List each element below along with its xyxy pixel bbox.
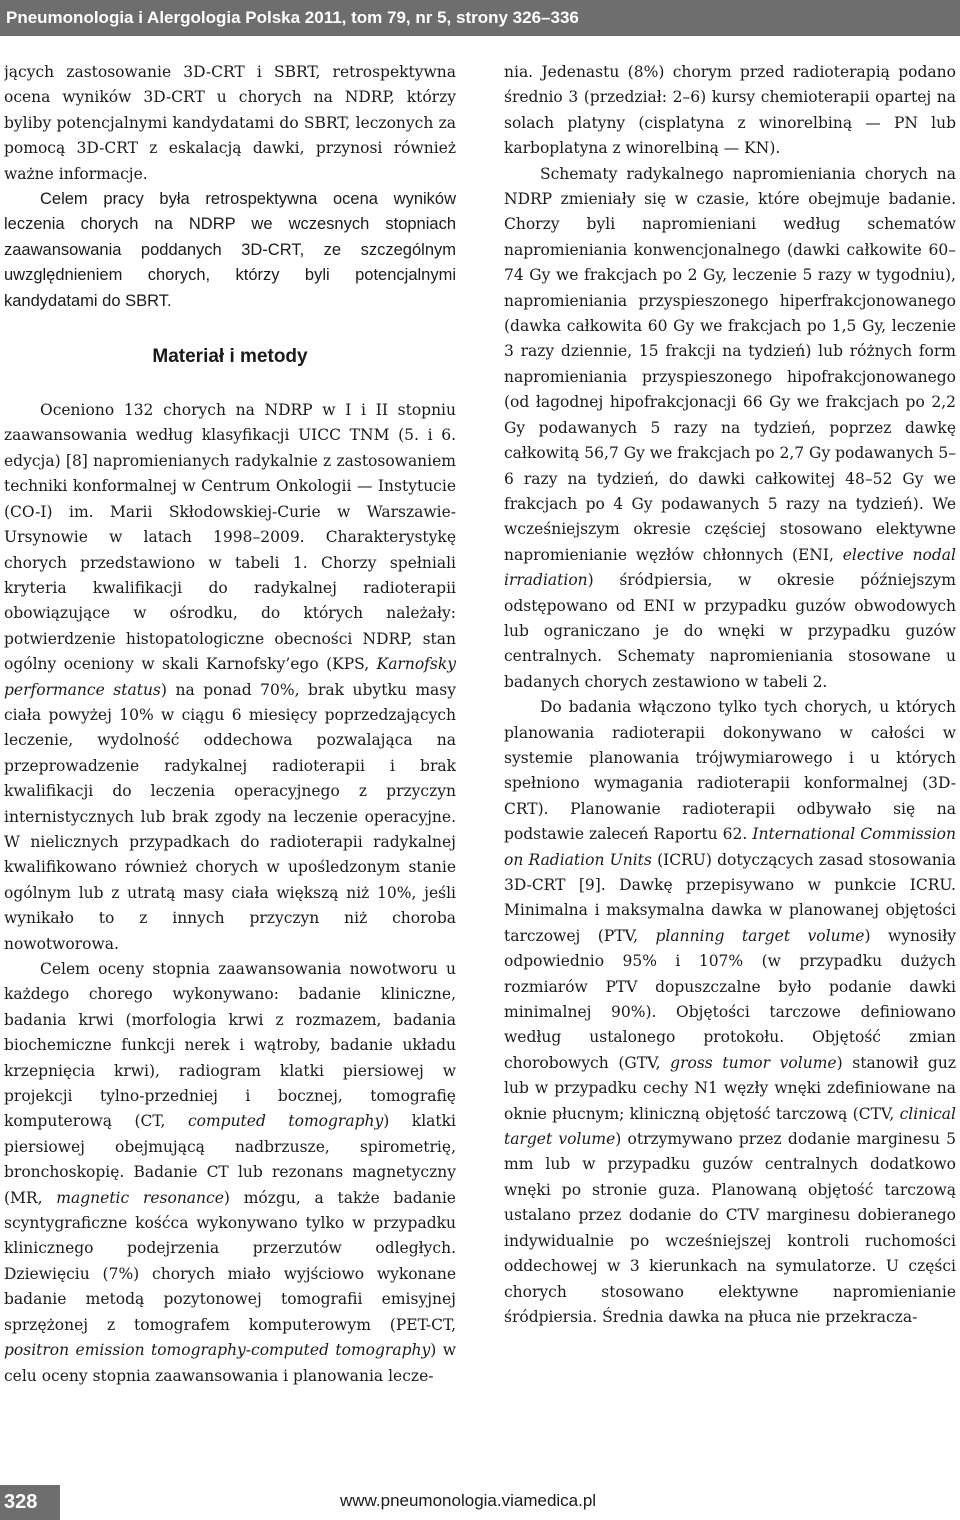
italic-term: Karnofsky performance status [4,655,456,699]
paragraph-text: ) śródpiersia, w okresie późniejszym odstępowano od ENI w przypadku guzów obwodowych lub ograniczano je do wnęki w przypadku guzów centralnych. Schematy napromieniania stosowane u badanych chorych zestawiono w tabeli 2. [504,571,956,691]
paragraph-text: Celem pracy była retrospektywna ocena wyników leczenia chorych na NDRP we wczesnych stopniach zaawansowania poddanych 3D-CRT, ze szczególnym uwzględnieniem chorych, którzy byli potencjalnymi kandydatami do SBRT. [4,190,456,310]
paragraph-text: nia. Jedenastu (8%) chorym przed radioterapią podano średnio 3 (przedział: 2–6) kursy chemioterapii opartej na solach platyny (cisplatyna z winorelbiną — PN lub karboplatyna z winorelbiną — KN). [504,63,956,158]
paragraph [4,957,456,1389]
paragraph-text: ) w celu oceny stopnia zaawansowania i planowania lecze- [4,1341,456,1385]
paragraph [504,695,956,1330]
journal-header [0,0,960,36]
italic-term: gross tumor volume [670,1053,837,1072]
page-number: 328 [0,1485,60,1520]
paragraph-text: ) klatki piersiowej obejmującą nadbrzusze, spirometrię, bronchoskopię. Badanie CT lub rezonans magnetyczny (MR, [4,1112,456,1207]
italic-term: positron emission tomography-computed tomography [4,1341,431,1360]
italic-term: planning target volume [655,926,865,945]
paragraph-text: Oceniono 132 chorych na NDRP w I i II stopniu zaawansowania według klasyfikacji UICC TNM (5. i 6. edycja) [8] napromienianych radykalnie z zastosowaniem techniki konformalnej w Centrum Onkologii — Instytucie (CO-I) im. Marii Skłodowskiej-Curie w Warszawie-Ursynowie w latach 1998–2009. Charakterystykę chorych przedstawiono w tabeli 1. Chorzy spełniali kryteria kwalifikacji do radykalnej radioterapii obowiązujące w ośrodku, do których należały: potwierdzenie histopatologiczne obecności NDRP, stan ogólny oceniony w skali Karnofsky’ego (KPS, [4,401,456,674]
paragraph-text: (ICRU) dotyczących zasad stosowania 3D-CRT [9]. Dawkę przepisywano w punkcie ICRU. Minimalna i maksymalna dawka w planowanej objętości tarczowej (PTV, [504,850,956,945]
paragraph-text: Celem oceny stopnia zaawansowania nowotworu u każdego chorego wykonywano: badanie kliniczne, badania krwi (morfologia krwi z rozmazem, badania biochemiczne funkcji nerek i wątroby, badanie układu krzepnięcia krwi), radiogram klatki piersiowej w projekcji tylno-przedniej i bocznej, tomografię komputerową (CT, [4,960,456,1131]
italic-term: computed tomography [187,1112,384,1131]
paragraph [4,60,456,187]
paragraph [4,398,456,957]
paragraph-text: jących zastosowanie 3D-CRT i SBRT, retrospektywna ocena wyników 3D-CRT u chorych na NDRP, którzy byliby potencjalnymi kandydatami do SBRT, leczonych za pomocą 3D-CRT z eskalacją dawki, przynosi również ważne informacje. [4,63,456,183]
italic-term: clinical target volume [504,1104,956,1149]
paragraph-text: Schematy radykalnego napromieniania chorych na NDRP zmieniały się w czasie, które obejmuje badanie. Chorzy byli napromieniani według schematów napromieniania konwencjonalnego (dawki całkowite 60–74 Gy we frakcjach po 2 Gy, leczenie 5 razy w tygodniu), napromieniania przyspieszonego hiperfrakcjonowanego (dawka całkowita 60 Gy we frakcjach po 1,5 Gy, leczenie 3 razy dziennie, 15 frakcji na tydzień) lub różnych form napromieniania przyspieszonego hipofrakcjonowanego (od łagodnej hipofrakcjonacji 66 Gy we frakcjach po 2,2 Gy podawanych 5 razy na tydzień, poprzez dawkę całkowitą 56,7 Gy we frakcjach po 2,7 Gy podawanych 5–6 razy na tydzień, do dawki całkowitej 48–52 Gy we frakcjach po 4 Gy podawanych 5 razy na tydzień). We wcześniejszym okresie częściej stosowano elektywne napromienianie węzłów chłonnych (ENI, [504,164,956,564]
paragraph-text: ) stanowił guz lub w przypadku cechy N1 węzły wnęki zdefiniowane na oknie płucnym; kliniczną objętość tarczową (CTV, [504,1053,956,1123]
paragraph-text: ) na ponad 70%, brak ubytku masy ciała powyżej 10% w ciągu 6 miesięcy poprzedzających leczenie, wydolność oddechowa pozwalająca na przeprowadzenie radykalnej radioterapii i brak kwalifikacji do leczenia operacyjnego z przyczyn internistycznych lub brak zgody na leczenie operacyjne. W nielicznych przypadkach do radioterapii radykalnej kwalifikowano również chorych w upośledzonym stanie ogólnym lub z utratą masy ciała większą niż 10%, jeśli wynikało to z innych przyczyn niż choroba nowotworowa. [4,680,456,953]
paragraph-text: ) wynosiły odpowiednio 95% i 107% (w przypadku dużych rozmiarów PTV dopuszczalne było podanie dawki minimalnej 90%). Objętości tarczowe definiowano według ustalonego protokołu. Objętość zmian chorobowych (GTV, [504,926,956,1072]
journal-citation: Pneumonologia i Alergologia Polska 2011, tom 79, nr 5, strony 326–336 [6,8,579,27]
italic-term: elective nodal irradiation [504,545,956,590]
paragraph [504,60,956,162]
paragraph-text: Do badania włączono tylko tych chorych, u których planowania radioterapii dokonywano w całości w systemie planowania trójwymiarowego i u których spełniono wymagania radioterapii konformalnej (3D-CRT). Planowanie radioterapii odbywało się na podstawie zaleceń Raportu 62. [504,698,956,844]
right-column [504,60,956,1460]
website-link[interactable]: www.pneumonologia.viamedica.pl [340,1491,597,1510]
left-column [4,60,456,1460]
italic-term: International Commission on Radiation Units [504,825,956,869]
italic-term: magnetic resonance [56,1188,224,1207]
page-footer [0,1485,960,1520]
paragraph-text: ) mózgu, a także badanie scyntygraficzne kośćca wykonywano tylko w przypadku klinicznego podejrzenia przerzutów odległych. Dziewięciu (7%) chorych miało wyjściowo wykonane badanie metodą pozytonowej tomografii emisyjnej sprzężonej z tomografem komputerowym (PET-CT, [4,1188,456,1334]
paragraph-text: ) otrzymywano przez dodanie marginesu 5 mm lub w przypadku guzów centralnych dodatkowo wnęki po stronie guza. Planowaną objętość tarczową ustalano przez dodanie do CTV marginesu dobieranego indywidualnie po wcześniejszej kontroli ruchomości oddechowej w 3 kierunkach na symulatorze. U części chorych stosowano elektywne napromienianie śródpiersia. Średnia dawka na płuca nie przekracza- [504,1130,956,1326]
paragraph [4,187,456,314]
section-heading: Materiał i metody [152,346,308,368]
paragraph [504,162,956,696]
